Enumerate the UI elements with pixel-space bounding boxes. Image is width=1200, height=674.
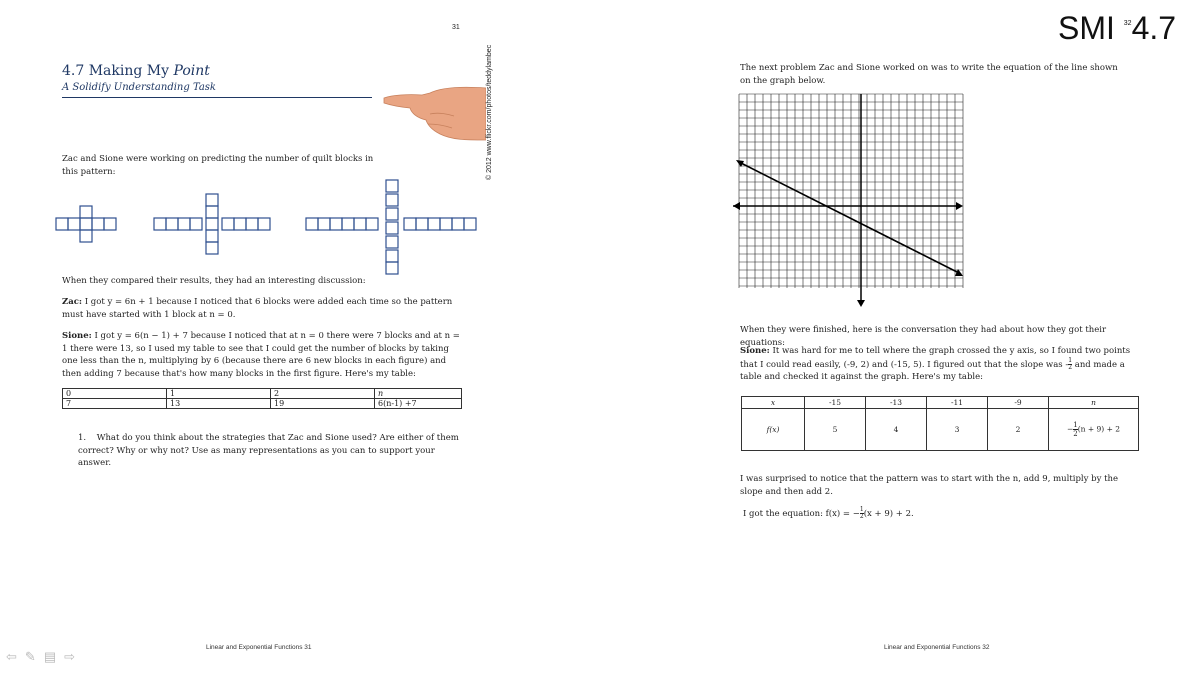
table-cell: 7 bbox=[63, 399, 167, 409]
coordinate-graph bbox=[733, 92, 965, 308]
sione-text-2: and made a table and checked it against the graph. Here's my table: bbox=[740, 359, 1125, 382]
question-1 bbox=[78, 432, 468, 470]
table-row bbox=[63, 389, 462, 399]
figure-3 bbox=[306, 180, 476, 274]
previous-slide-icon[interactable]: ⇦ bbox=[6, 649, 17, 664]
table-header-cell: n bbox=[1049, 397, 1139, 409]
y-axis-down-arrow bbox=[857, 300, 865, 307]
table-cell: 2 bbox=[271, 389, 375, 399]
pointing-hand-image bbox=[378, 84, 486, 142]
right-footer: Linear and Exponential Functions 32 bbox=[884, 644, 990, 651]
table-row bbox=[742, 409, 1139, 451]
question-text: What do you think about the strategies that Zac and Sione used? Are either of them correct? Why or why not? Use as many representations as you can to support your answer. bbox=[78, 433, 459, 468]
conversation-intro: When they were finished, here is the conversation they had about how they got their equations: bbox=[740, 325, 1107, 348]
page-title bbox=[62, 63, 210, 79]
menu-icon[interactable]: ▤ bbox=[43, 649, 57, 664]
figure-2 bbox=[154, 194, 270, 254]
table-cell: 13 bbox=[167, 399, 271, 409]
left-footer: Linear and Exponential Functions 31 bbox=[206, 644, 312, 651]
x-axis-right-arrow bbox=[956, 202, 963, 210]
graph-intro: The next problem Zac and Sione worked on was to write the equation of the line shown on the graph below. bbox=[740, 63, 1118, 86]
function-table bbox=[741, 396, 1139, 451]
header-section: 4.7 bbox=[1131, 10, 1177, 46]
table-cell: 3 bbox=[927, 409, 988, 451]
smi-label: SMI bbox=[1058, 10, 1115, 46]
table-cell: 6(n-1) +7 bbox=[375, 399, 462, 409]
table-cell: 0 bbox=[63, 389, 167, 399]
zac-label: Zac: bbox=[62, 297, 83, 307]
sione-text: I got y = 6(n − 1) + 7 because I noticed that at n = 0 there were 7 blocks and at n = 1 there were 13, so I used my table to see that I could get the number of blocks by taking one less than the n, multiplying by 6 (because there are 6 new blocks in each figure) and then adding 7 because that's how many blocks in the first figure. Here's my table: bbox=[62, 331, 460, 379]
graphed-line bbox=[739, 162, 961, 274]
slide-nav bbox=[6, 648, 83, 666]
pen-icon[interactable]: ✎ bbox=[24, 649, 36, 664]
table-cell: 5 bbox=[805, 409, 866, 451]
equation-line bbox=[743, 507, 914, 521]
table-header-cell: x bbox=[742, 397, 805, 409]
x-axis-left-arrow bbox=[733, 202, 740, 210]
slope-denominator: 2 bbox=[1068, 363, 1073, 371]
equation-suffix: (x + 9) + 2. bbox=[863, 509, 914, 519]
surprised-text: I was surprised to notice that the pattern was to start with the n, add 9, multiply by the slope and then add 2. bbox=[740, 474, 1119, 497]
blocks-table bbox=[62, 388, 462, 409]
title-rule bbox=[62, 97, 372, 98]
quilt-pattern-figures bbox=[52, 178, 484, 278]
title-text: 4.7 Making My bbox=[62, 63, 174, 79]
next-slide-icon[interactable]: ⇨ bbox=[64, 649, 76, 664]
sione-text-1: It was hard for me to tell where the graph crossed the y axis, so I found two points that I could read easily, (-9, 2) and (-15, 5). I figured out that the slope was - bbox=[740, 346, 1131, 370]
zac-text: I got y = 6n + 1 because I noticed that 6 blocks were added each time so the pattern must have started with 1 block at n = 0. bbox=[62, 297, 453, 320]
table-cell: 2 bbox=[988, 409, 1049, 451]
title-italic: Point bbox=[173, 63, 210, 79]
expr-denominator: 2 bbox=[1073, 430, 1078, 438]
sione-graph-statement bbox=[740, 345, 1136, 384]
photo-credit: © 2012 www.flickr.com/photos/teddylambec bbox=[486, 44, 493, 180]
slope-numerator: 1 bbox=[1068, 356, 1073, 364]
table-cell bbox=[1049, 409, 1139, 451]
table-header-cell: -9 bbox=[988, 397, 1049, 409]
table-cell: 4 bbox=[866, 409, 927, 451]
figure-1 bbox=[56, 206, 116, 242]
table-row bbox=[63, 399, 462, 409]
intro-text: Zac and Sione were working on predicting the number of quilt blocks in this pattern: bbox=[62, 154, 374, 177]
table-header-cell: -13 bbox=[866, 397, 927, 409]
table-cell: f(x) bbox=[742, 409, 805, 451]
sione-statement bbox=[62, 330, 462, 380]
table-header-cell: -15 bbox=[805, 397, 866, 409]
equation-label: I got the equation: f(x) = − bbox=[743, 509, 860, 519]
sione-label: Sione: bbox=[62, 331, 92, 341]
expr-numerator: 1 bbox=[1073, 421, 1078, 429]
table-cell: 19 bbox=[271, 399, 375, 409]
table-cell: 1 bbox=[167, 389, 271, 399]
header-page-number: 32 bbox=[1123, 20, 1132, 27]
table-cell: n bbox=[375, 389, 462, 399]
expr-prefix: − bbox=[1066, 424, 1074, 434]
question-number: 1. bbox=[78, 433, 87, 443]
table-header-cell: -11 bbox=[927, 397, 988, 409]
discussion-text: When they compared their results, they had an interesting discussion: bbox=[62, 276, 366, 286]
equation-denominator: 2 bbox=[859, 513, 864, 520]
sione-label: Sione: bbox=[740, 346, 770, 356]
left-page-number: 31 bbox=[452, 24, 460, 31]
header-smi bbox=[1058, 10, 1176, 47]
table-row bbox=[742, 397, 1139, 409]
equation-numerator: 1 bbox=[859, 506, 864, 513]
page-subtitle: A Solidify Understanding Task bbox=[62, 82, 216, 93]
expr-suffix: (n + 9) + 2 bbox=[1077, 424, 1121, 434]
zac-statement bbox=[62, 296, 462, 321]
